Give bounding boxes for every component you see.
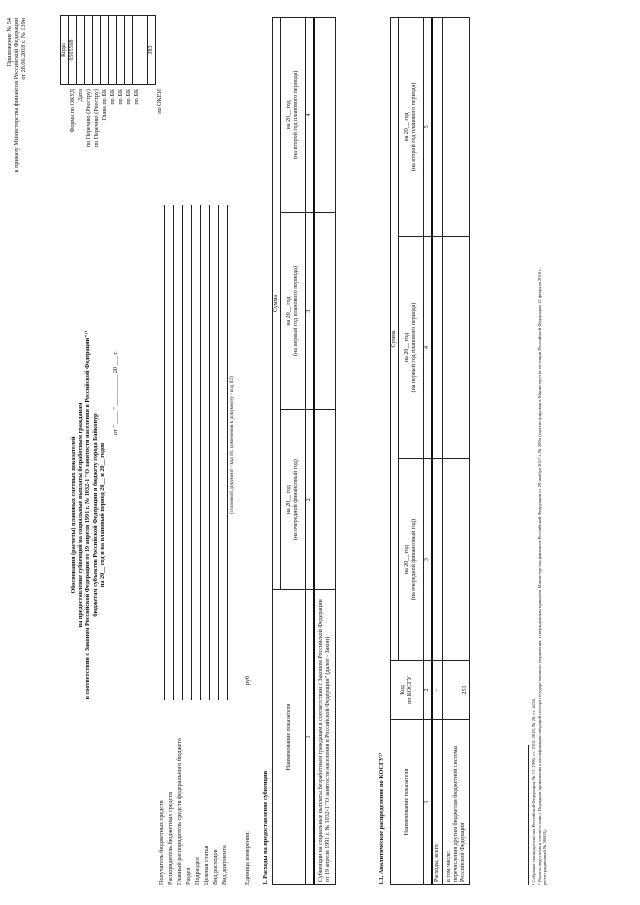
code-label: по КОСГУ [407,676,413,704]
year-label: на 20__ год [286,485,292,515]
footnotes [531,17,548,885]
year-header [281,212,306,410]
year-header [399,236,424,458]
kosgu-table [390,17,470,885]
row-text: от 19 апреля 1991 г. № 1032-1 "О занятости населения в Российской Федерации" (далее - Закон) [325,636,331,882]
right-label: по БК [125,89,132,105]
code-cell [101,16,109,85]
left-label: Вид расходов [212,849,219,885]
year-sub: (на очередной финансовый год) [411,519,417,601]
year-sub: (на первый год планового периода) [293,266,299,356]
col-name-header: Наименование показателя [273,590,306,885]
year-sub: (на очередной финансовый год) [293,459,299,541]
left-label: Вид документа [221,845,228,885]
field-underline [209,205,210,700]
footnote-2: ² Указать подстатью в соответствии с Порядком применения классификации операций сектора государственного управления, утвержденным приказом Министерства финансов Российской Федерации от 29 ноября 2017 г. № 209н (зарегистрирован в Министерстве юстиции Российской Федерации 12 февраля 2018 г., [536,267,542,885]
left-label: Целевая статья [203,845,210,885]
row-name: Расходы, всего [432,720,443,885]
appendix-line3: от 28.06.2018 г. № 139н [20,18,28,80]
left-label: Раздел [185,867,192,885]
field-underline [173,205,174,700]
field-underline [182,205,183,700]
year-header [399,459,424,661]
col-num: 4 [424,236,433,458]
code-cell [133,16,148,85]
right-label: Дата [77,89,84,102]
document-title [70,185,106,845]
year-label: на 20__ год [286,296,292,326]
row-name: в том числе: [445,850,452,882]
col-name-header: Наименование показателя [391,720,424,885]
left-label: Получатель бюджетных средств [158,800,165,885]
value-cell [443,236,470,458]
title-line1: Обоснования (расчеты) плановых сметных показателей [70,436,77,594]
footnote-separator [528,745,529,885]
value-cell [432,459,443,661]
year-label: на 20__ год [404,332,410,363]
unit-value: руб [244,675,251,685]
value-cell [432,236,443,458]
field-underline [200,205,201,700]
row-name: перечисления другим бюджетам бюджетной системы [452,745,459,882]
right-label: Глава по БК [101,89,108,121]
year-label: на 20__ год [404,112,410,142]
left-label: Подраздел [194,857,201,885]
codes-header: Коды [61,16,69,85]
appendix-line1: Приложение № 54 [6,18,13,67]
expenses-table [272,17,336,885]
subvention-row-label [314,590,336,885]
col-code-header [391,661,424,720]
value-cell [314,410,336,590]
col-sum-header: Сумма [273,18,281,590]
field-underline [164,205,165,700]
value-cell [432,18,443,237]
right-label: по Перечню (Реестру) [85,89,92,148]
value-cell [443,459,470,661]
right-label: по ОКЕИ [156,89,163,114]
doc-type-hint: (основной документ - код 01; изменения к документу - код 02) [229,376,235,514]
col-num: 5 [424,18,433,237]
okud-code: 0505568 [69,16,77,85]
code-cell [125,16,133,85]
col-num: 2 [306,410,315,590]
unit-label: Единица измерения: [244,831,251,885]
col-num: 3 [424,459,433,661]
row-name: Российской Федерации [459,822,466,882]
row-text: Субвенции на социальные выплаты безработным гражданам в соответствии с Законом Российской Федерации [318,599,324,882]
year-label: на 20__ год [286,100,292,130]
appendix-line2: к приказу Министерства финансов Российской Федерации [13,18,21,173]
right-label: Форма по ОКУД [69,89,76,133]
field-underline [218,205,219,700]
left-label: Главный распорядитель средств федерального бюджета [176,738,183,885]
right-label: по БК [117,89,124,105]
footnote-3: регистрационный № 50003). [542,829,548,885]
title-line3: в соответствии с Законом Российской Федерации от 19 апреля 1991 г. № 1032-1 "О занятости населения в Российской Федерации"¹⁾ [84,330,92,700]
left-labels [158,655,230,885]
col-num: 2 [424,661,433,720]
year-header [281,410,306,590]
right-labels [69,89,164,205]
year-sub: (на второй год планового периода) [411,82,417,172]
footnote-1: ¹ Собрание законодательства Российской Федерации, № 17, 1996, ст. 1915, 2018, № 28, ст. 4154. [531,698,536,885]
code-cell [117,16,125,85]
col-num: 3 [306,212,315,410]
row-name-multiline [443,720,470,885]
code-cell [77,16,85,85]
code-label: Код [400,685,406,695]
section11-title: 1.1. Аналитическое распределение по КОСГУ²⁾ [378,752,385,885]
okei-code: 383 [148,16,156,85]
left-label: Распорядитель бюджетных средств [167,791,174,885]
field-underline [227,205,228,700]
value-cell [443,18,470,237]
col-num: 1 [306,590,315,885]
col-num: 4 [306,18,315,213]
right-label: по БК [109,89,116,105]
field-underline [191,205,192,700]
title-line2: на предоставление субвенций на социальные выплаты безработным гражданам [77,402,85,628]
right-label: по БК [133,89,140,105]
appendix-block [6,18,28,318]
title-line4: бюджетам субъектов Российской Федерации и бюджету города Байконур [91,413,99,617]
right-label [141,89,156,205]
row-code: - [432,661,443,720]
value-cell [314,212,336,410]
code-cell [85,16,93,85]
date-line: от " ____ " __________ 20 ___ г. [112,351,119,435]
code-cell [109,16,117,85]
section1-title: 1. Расходы на предоставление субвенции [262,770,269,885]
col-sum-header: Сумма [391,18,399,661]
year-header [281,18,306,213]
codes-table [60,15,156,85]
year-sub: (на первый год планового периода) [411,302,417,393]
code-cell [93,16,101,85]
row-code: 251 [443,661,470,720]
value-cell [314,18,336,213]
year-label: на 20__ год [404,545,410,575]
right-label: по Перечню (Реестру) [93,89,100,148]
year-header [399,18,424,237]
title-line5: на 20__ год и на плановый период 20__ и 20__ годов [98,442,106,588]
year-sub: (на второй год планового периода) [293,70,299,159]
col-num: 1 [424,720,433,885]
